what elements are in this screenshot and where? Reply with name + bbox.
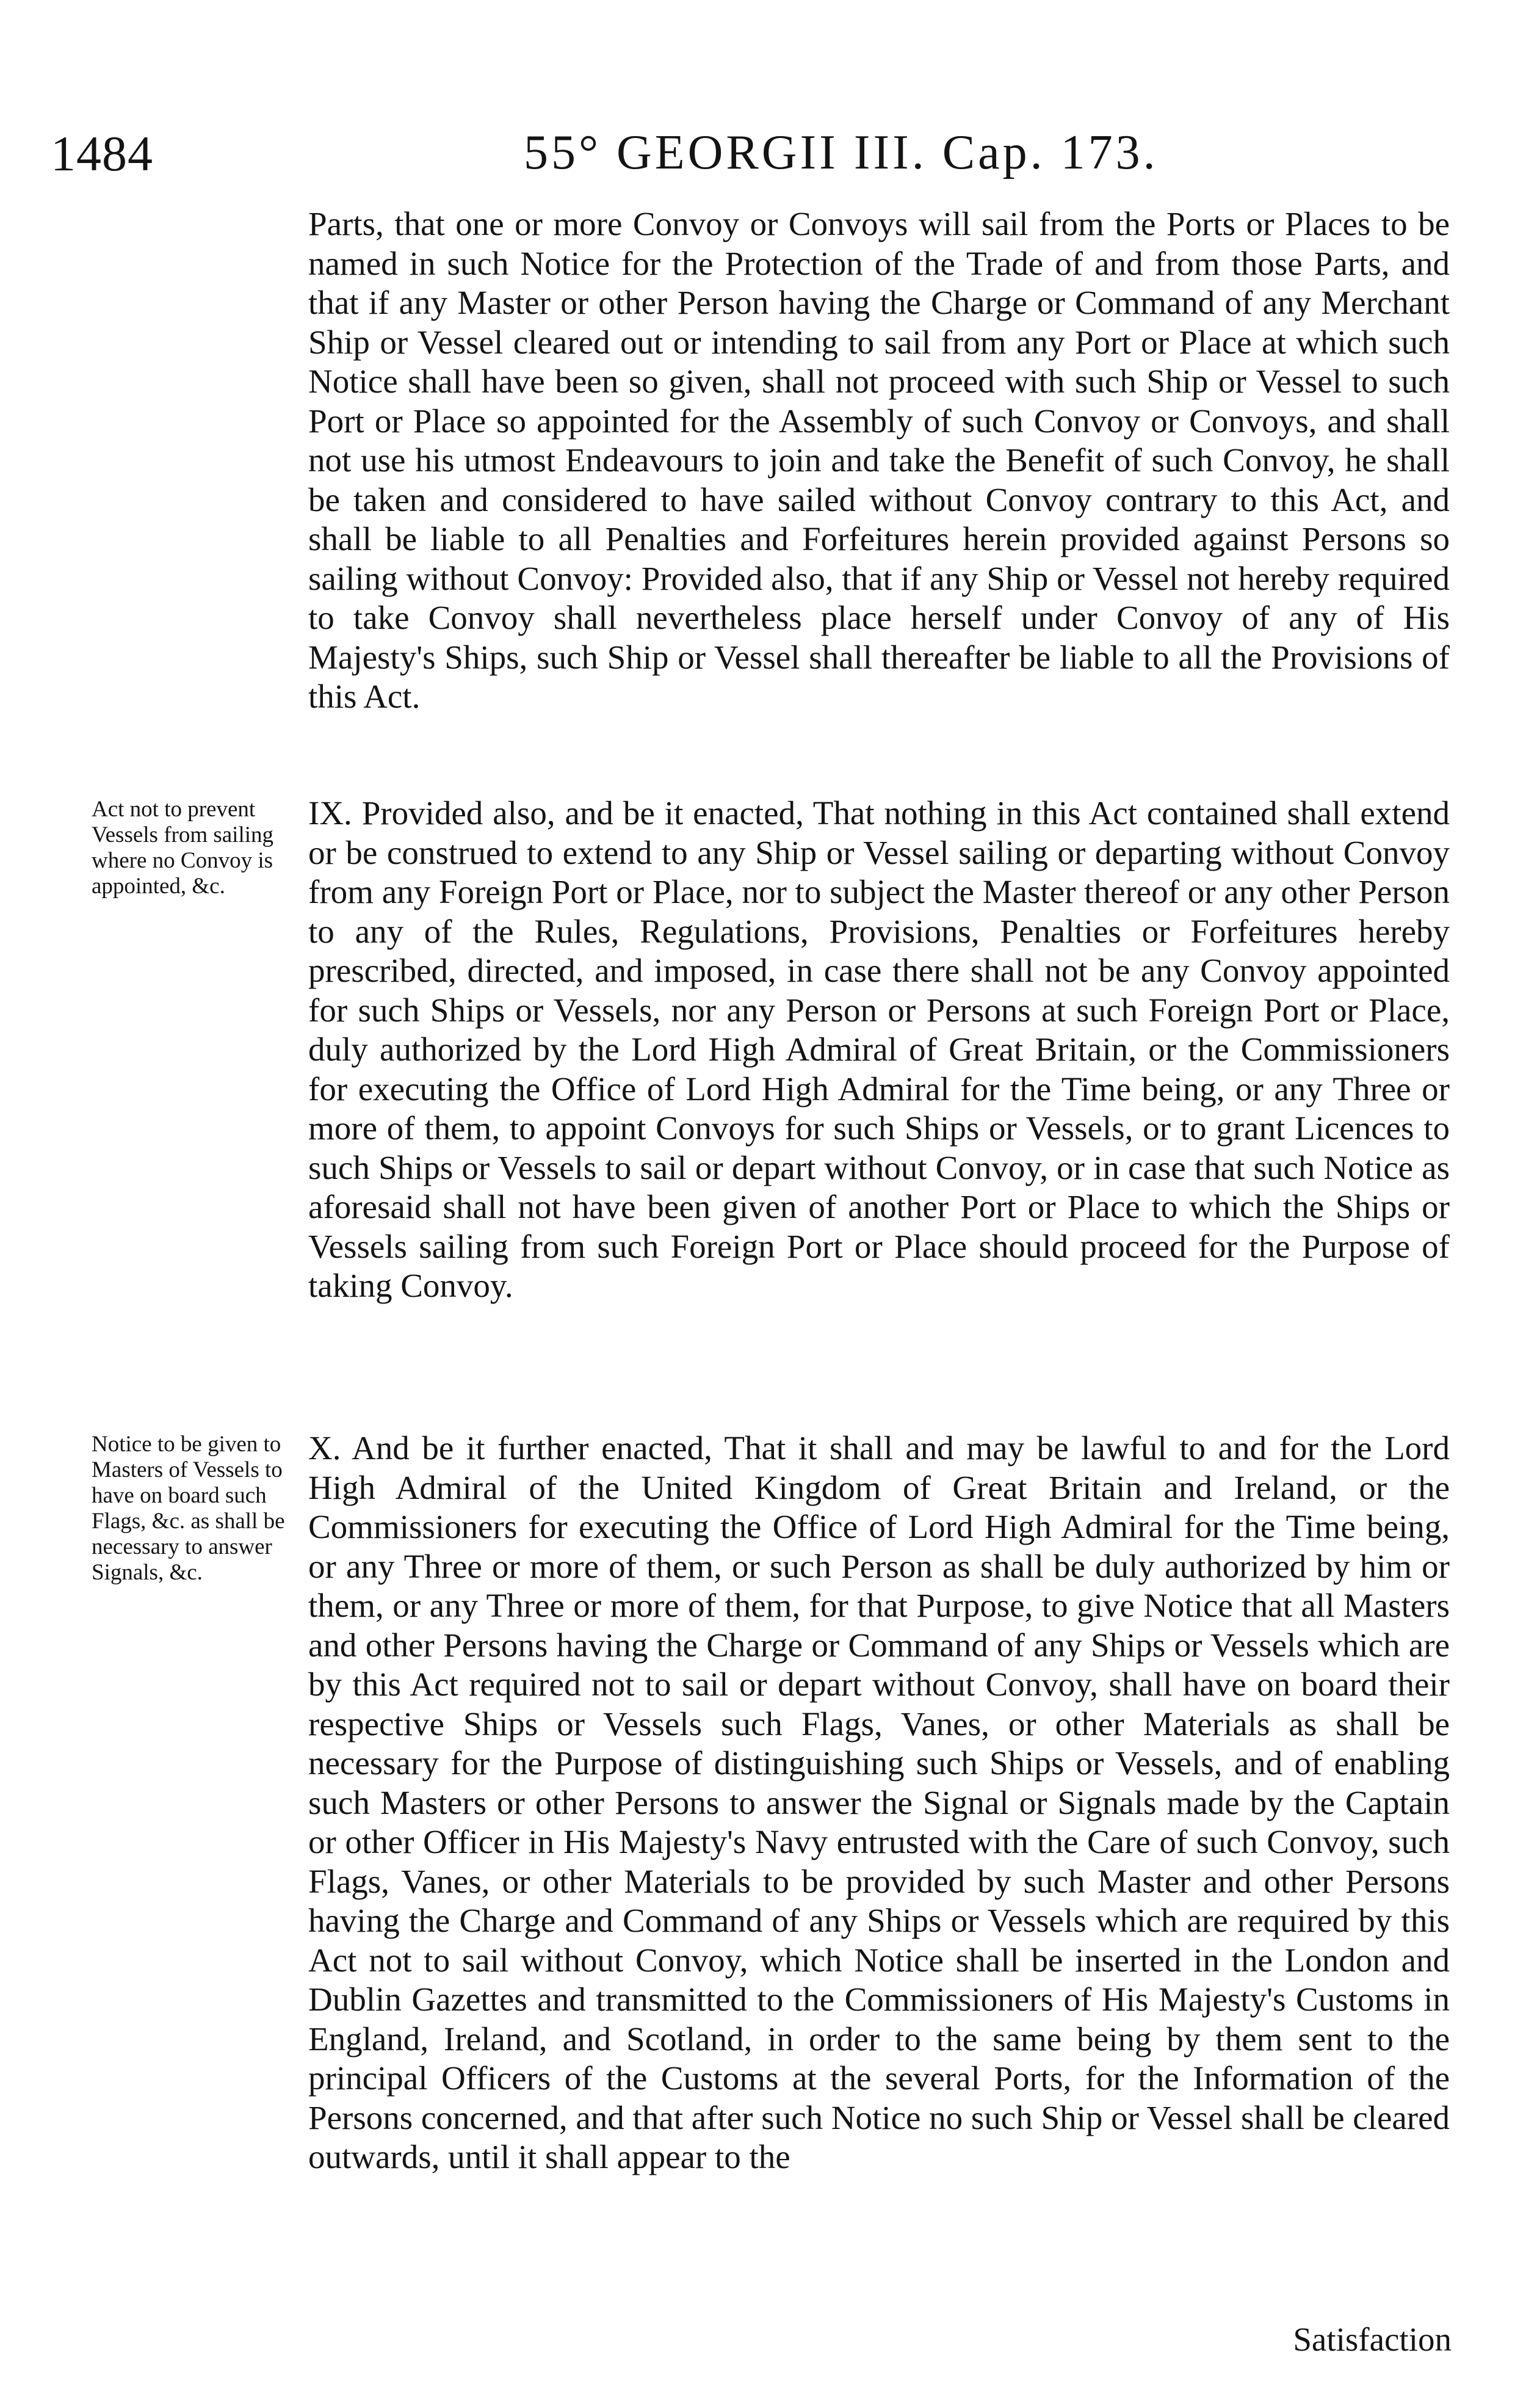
page-header: [51, 125, 1238, 198]
running-head: 55° GEORGII III. Cap. 173.: [524, 126, 1159, 180]
paragraph-section-ix: IX. Provided also, and be it enacted, That nothing in this Act contained shall extend or be construed to extend to any Ship or Vessel sailing or departing without Convoy from any Foreign Port or Place, nor to subject the Master thereof or any other Person to any of the Rules, Regulations, Provisions, Penalties or Forfeitures hereby prescribed, directed, and imposed, in case there shall not be any Convoy appointed for such Ships or Vessels, nor any Person or Persons at such Foreign Port or Place, duly authorized by the Lord High Admiral of Great Britain, or the Commissioners for executing the Office of Lord High Admiral for the Time being, or any Three or more of them, to appoint Convoys for such Ships or Vessels, or to grant Licences to such Ships or Vessels to sail or depart without Convoy, or in case that such Notice as aforesaid shall not have been given of another Port or Place to which the Ships or Vessels sailing from such Foreign Port or Place should proceed for the Purpose of taking Convoy.: [308, 794, 1450, 1304]
paragraph-continuation: Parts, that one or more Convoy or Convoys will sail from the Ports or Places to be named in such Notice for the Protection of the Trade of and from those Parts, and that if any Master or other Person having the Charge or Command of any Merchant Ship or Vessel cleared out or intending to sail from any Port or Place at which such Notice shall have been so given, shall not proceed with such Ship or Vessel to such Port or Place so appointed for the Assembly of such Convoy or Convoys, and shall not use his utmost Endeavours to join and take the Benefit of such Convoy, he shall be taken and considered to have sailed without Convoy contrary to this Act, and shall be liable to all Penalties and Forfeitures herein provided against Persons so sailing without Convoy: Provided also, that if any Ship or Vessel not hereby required to take Convoy shall nevertheless place herself under Convoy of any of His Majesty's Ships, such Ship or Vessel shall thereafter be liable to all the Provisions of this Act.: [308, 205, 1450, 715]
page-number: 1484: [51, 126, 153, 181]
paragraph-section-x: X. And be it further enacted, That it shall and may be lawful to and for the Lord High Admiral of the United Kingdom of Great Britain and Ireland, or the Commissioners for executing the Office of Lord High Admiral for the Time being, or any Three or more of them, or such Person as shall be duly authorized by him or them, or any Three or more of them, for that Purpose, to give Notice that all Masters and other Persons having the Charge or Command of any Ships or Vessels which are by this Act required not to sail or depart without Convoy, shall have on board their respective Ships or Vessels such Flags, Vanes, or other Materials as shall be necessary for the Purpose of distinguishing such Ships or Vessels, and of enabling such Masters or other Persons to answer the Signal or Signals made by the Captain or other Officer in His Majesty's Navy entrusted with the Care of such Convoy, such Flags, Vanes, or other Materials to be provided by such Master and other Persons having the Charge and Command of any Ships or Vessels which are required by this Act not to sail without Convoy, which Notice shall be inserted in the London and Dublin Gazettes and transmitted to the Commissioners of His Majesty's Customs in England, Ireland, and Scotland, in order to the same being by them sent to the principal Officers of the Customs at the several Ports, for the Information of the Persons concerned, and that after such Notice no such Ship or Vessel shall be cleared outwards, until it shall appear to the: [308, 1429, 1450, 2175]
catchword: Satisfaction: [1293, 2321, 1452, 2358]
margin-note-section-x: Notice to be given to Masters of Vessels to have on board such Flags, &c. as shall be necessary to answer Signals, &c.: [92, 1432, 285, 1585]
margin-note-section-ix: Act not to prevent Vessels from sailing where no Convoy is appointed, &c.: [92, 797, 274, 899]
